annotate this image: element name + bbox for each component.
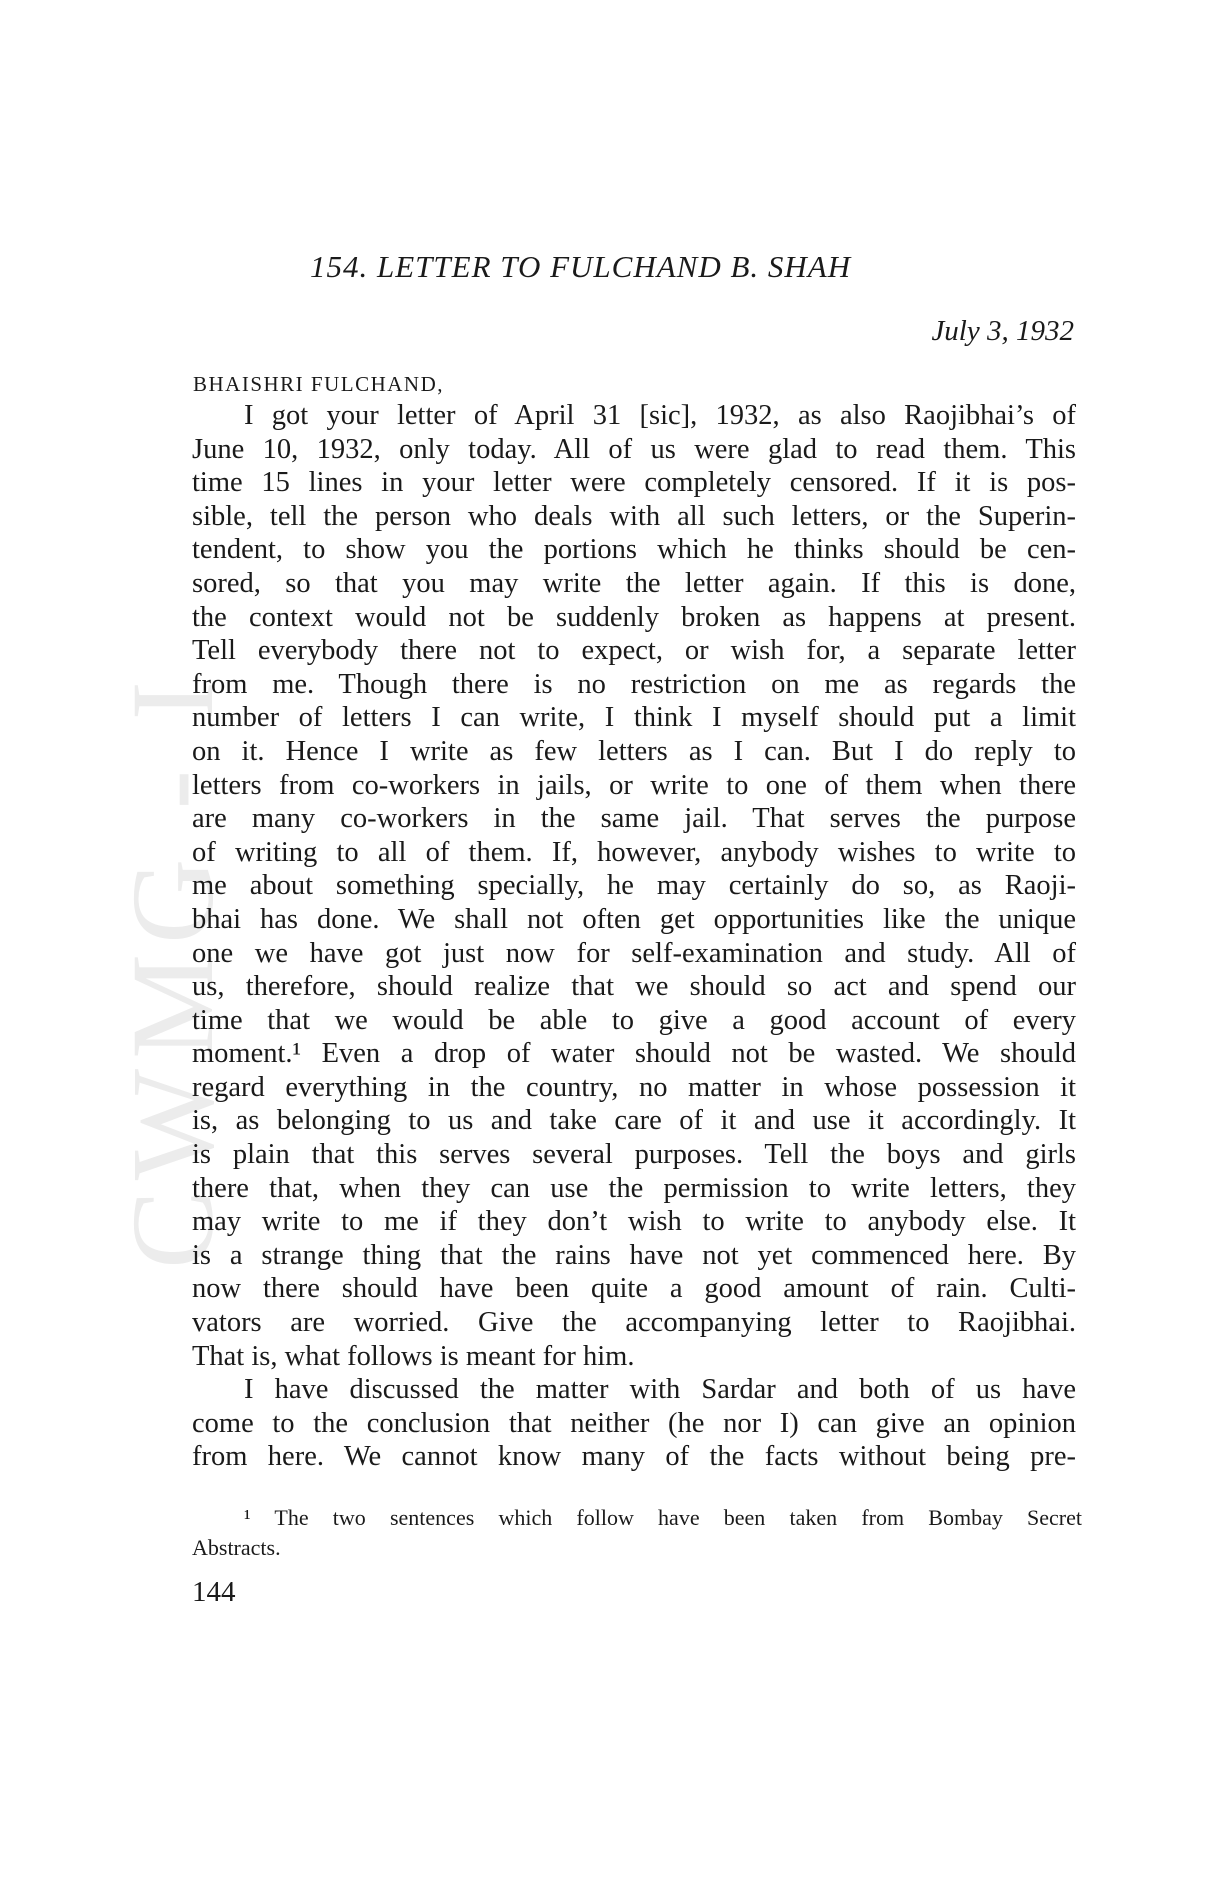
body-line: sible, tell the person who deals with all such letters, or the Superin- [192, 500, 1076, 532]
body-line: number of letters I can write, I think I myself should put a limit [192, 702, 1076, 734]
body-line: are many co-workers in the same jail. That serves the purpose [192, 803, 1076, 835]
body-line: moment.¹ Even a drop of water should not be wasted. We should [192, 1038, 1076, 1070]
body-line: of writing to all of them. If, however, anybody wishes to write to [192, 836, 1076, 868]
body-line: Tell everybody there not to expect, or wish for, a separate letter [192, 635, 1076, 667]
body-line: the context would not be suddenly broken as happens at present. [192, 601, 1076, 633]
body-line: sored, so that you may write the letter again. If this is done, [192, 567, 1076, 599]
body-line: me about something specially, he may certainly do so, as Raoji- [192, 870, 1076, 902]
page-number: 144 [192, 1576, 236, 1608]
body-line: I have discussed the matter with Sardar and both of us have [244, 1374, 1076, 1406]
body-line: is plain that this serves several purposes. Tell the boys and girls [192, 1139, 1076, 1171]
salutation: BHAISHRI FULCHAND, [193, 372, 445, 396]
body-line: us, therefore, should realize that we should so act and spend our [192, 971, 1076, 1003]
body-line: tendent, to show you the portions which he thinks should be cen- [192, 534, 1076, 566]
body-line: regard everything in the country, no matter in whose possession it [192, 1071, 1076, 1103]
body-line: is a strange thing that the rains have not yet commenced here. By [192, 1239, 1076, 1271]
letter-title: 154. LETTER TO FULCHAND B. SHAH [310, 249, 852, 284]
body-line: there that, when they can use the permission to write letters, they [192, 1172, 1076, 1204]
body-line: time that we would be able to give a good account of every [192, 1004, 1076, 1036]
body-line: June 10, 1932, only today. All of us were glad to read them. This [192, 433, 1076, 465]
body-line: one we have got just now for self-examination and study. All of [192, 937, 1076, 969]
body-line: on it. Hence I write as few letters as I can. But I do reply to [192, 735, 1076, 767]
body-line: letters from co-workers in jails, or write to one of them when there [192, 769, 1076, 801]
body-line: now there should have been quite a good amount of rain. Culti- [192, 1273, 1076, 1305]
body-line: vators are worried. Give the accompanying letter to Raojibhai. [192, 1307, 1076, 1339]
body-line: bhai has done. We shall not often get opportunities like the unique [192, 903, 1076, 935]
footnote-line: Abstracts. [192, 1535, 281, 1560]
footnote-line: ¹ The two sentences which follow have been taken from Bombay Secret [244, 1505, 1082, 1530]
body-line: from me. Though there is no restriction on me as regards the [192, 668, 1076, 700]
body-line: may write to me if they don’t wish to write to anybody else. It [192, 1206, 1076, 1238]
body-line: come to the conclusion that neither (he nor I) can give an opinion [192, 1407, 1076, 1439]
body-line: is, as belonging to us and take care of it and use it accordingly. It [192, 1105, 1076, 1137]
letter-date: July 3, 1932 [931, 315, 1074, 347]
letter-body [192, 399, 1076, 1474]
footnote [192, 1503, 1082, 1563]
body-line: time 15 lines in your letter were completely censored. If it is pos- [192, 467, 1076, 499]
body-line: I got your letter of April 31 [sic], 1932, as also Raojibhai’s of [244, 400, 1076, 431]
body-line: That is, what follows is meant for him. [192, 1340, 635, 1372]
body-line: from here. We cannot know many of the facts without being pre- [192, 1441, 1076, 1473]
watermark-text: CWMG - I [107, 671, 238, 1269]
